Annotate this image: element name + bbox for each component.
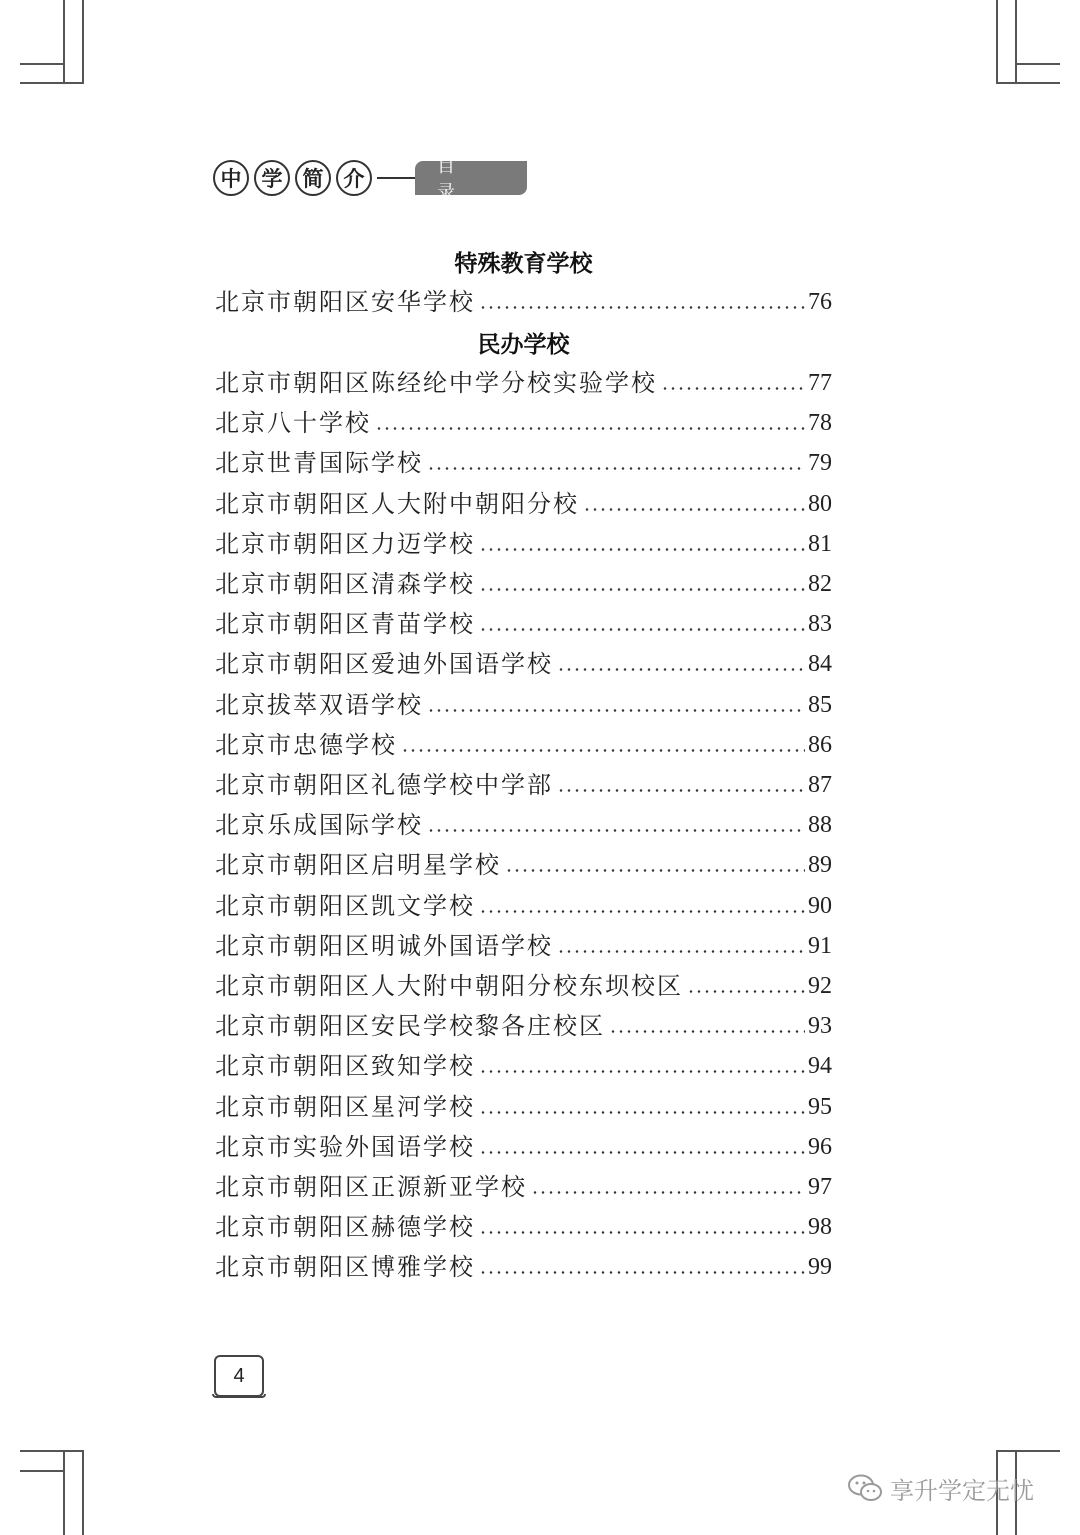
series-char: 学 (254, 160, 290, 196)
toc-entry-page: 93 (808, 1013, 832, 1040)
toc-entry-page: 98 (808, 1214, 832, 1241)
toc-entry[interactable] (215, 528, 832, 560)
toc-entry-page: 86 (808, 731, 832, 758)
dot-leader (661, 387, 805, 390)
toc-entry[interactable] (215, 849, 832, 881)
dot-leader (479, 1231, 805, 1234)
toc-entry[interactable] (215, 568, 832, 600)
contents-badge: 目 录 (415, 161, 527, 195)
toc-entry-title: 北京市朝阳区青苗学校 (215, 610, 475, 639)
toc-entry[interactable] (215, 648, 832, 680)
toc-entry-title: 北京市朝阳区赫德学校 (215, 1213, 475, 1242)
toc-entry-title: 北京市朝阳区博雅学校 (215, 1253, 475, 1282)
crop-mark-bottom-right-h (996, 1450, 1060, 1452)
toc-entry[interactable] (215, 1050, 832, 1082)
toc-entry[interactable] (215, 367, 832, 399)
toc-entry-page: 96 (808, 1133, 832, 1160)
toc-entry[interactable] (215, 970, 832, 1002)
toc-entry-title: 北京市朝阳区明诚外国语学校 (215, 931, 553, 960)
toc-entry-title: 北京乐成国际学校 (215, 811, 423, 840)
toc-entry[interactable] (215, 1251, 832, 1283)
toc-entry[interactable] (215, 689, 832, 721)
toc-entry-title: 北京市朝阳区星河学校 (215, 1092, 475, 1121)
toc-entry[interactable] (215, 1091, 832, 1123)
dot-leader (557, 950, 805, 953)
dot-leader (427, 829, 805, 832)
section-title: 特殊教育学校 (454, 251, 593, 277)
toc-entry-page: 97 (808, 1174, 832, 1200)
dot-leader (479, 1271, 805, 1274)
crop-mark-top-right-h2 (996, 82, 1060, 84)
dot-leader (479, 548, 805, 551)
dot-leader (479, 628, 805, 631)
crop-mark-bottom-left-v2 (82, 1450, 84, 1535)
crop-mark-bottom-left-h2 (20, 1470, 64, 1472)
toc-entry-page: 95 (808, 1093, 832, 1120)
dot-leader (557, 789, 805, 792)
toc-entry[interactable] (215, 488, 832, 520)
toc-entry[interactable] (215, 447, 832, 479)
toc-entry-title: 北京市忠德学校 (215, 730, 397, 759)
toc-entry-page: 85 (808, 691, 832, 718)
toc-entry-page: 79 (808, 450, 832, 477)
toc-entry[interactable] (215, 769, 832, 801)
toc-entry-title: 北京市朝阳区安华学校 (215, 288, 475, 316)
toc-entry[interactable] (215, 608, 832, 640)
toc-entry[interactable] (215, 890, 832, 922)
wechat-icon (848, 1474, 882, 1502)
crop-mark-top-left-h (20, 63, 64, 65)
series-char: 中 (213, 160, 249, 196)
dot-leader (479, 910, 805, 913)
toc-entry[interactable] (215, 1010, 832, 1042)
dot-leader (479, 1070, 805, 1073)
dot-leader (583, 508, 805, 511)
toc-entry-page: 83 (808, 611, 832, 638)
crop-mark-top-left-v (82, 0, 84, 84)
dot-leader (557, 668, 805, 671)
crop-mark-top-left-h2 (20, 82, 84, 84)
toc-entry-title: 北京市朝阳区致知学校 (215, 1052, 475, 1081)
book-header (213, 156, 527, 203)
toc-entry-page: 90 (808, 892, 832, 919)
toc-entry-title: 北京市朝阳区力迈学校 (215, 529, 475, 558)
toc-entry-title: 北京市朝阳区人大附中朝阳分校 (215, 489, 579, 518)
crop-mark-bottom-left-h (20, 1450, 84, 1452)
toc-entry-title: 北京市朝阳区凯文学校 (215, 891, 475, 920)
toc-entry-page: 76 (808, 289, 832, 315)
toc-entry-title: 北京市朝阳区清森学校 (215, 570, 475, 598)
toc-entry-title: 北京市朝阳区陈经纶中学分校实验学校 (215, 369, 657, 397)
toc-entry-title: 北京市朝阳区爱迪外国语学校 (215, 650, 553, 679)
page-number: 4 (214, 1355, 264, 1397)
toc-entry-title: 北京市朝阳区启明星学校 (215, 851, 501, 880)
dot-leader (479, 1111, 805, 1114)
toc-entry[interactable] (215, 809, 832, 841)
dot-leader (479, 588, 805, 591)
dot-leader (609, 1030, 805, 1033)
crop-mark-top-left-v2 (63, 0, 65, 84)
dot-leader (375, 427, 805, 430)
dot-leader (479, 1151, 805, 1154)
toc-entry-title: 北京拔萃双语学校 (215, 690, 423, 719)
crop-mark-bottom-left-v (63, 1450, 65, 1535)
watermark (848, 1470, 1034, 1506)
toc-entry-title: 北京市朝阳区正源新亚学校 (215, 1173, 527, 1201)
toc-entry-title: 北京市朝阳区礼德学校中学部 (215, 771, 553, 799)
dot-leader (687, 990, 805, 993)
toc-entry-page: 77 (808, 370, 832, 396)
toc-entry[interactable] (215, 1211, 832, 1243)
toc-entry[interactable] (215, 1131, 832, 1163)
toc-entry-page: 81 (808, 530, 832, 557)
crop-mark-top-right-v2 (1015, 0, 1017, 84)
toc-entry-page: 94 (808, 1053, 832, 1080)
page-number-book-base (212, 1394, 266, 1398)
section-title: 民办学校 (477, 332, 570, 358)
toc-entry[interactable] (215, 286, 832, 318)
dot-leader (427, 467, 805, 470)
toc-entry[interactable] (215, 407, 832, 439)
dot-leader (427, 709, 805, 712)
toc-entry-page: 89 (808, 852, 832, 879)
series-char: 简 (295, 160, 331, 196)
series-char: 介 (336, 160, 372, 196)
toc-entry-page: 84 (808, 651, 832, 678)
header-rule (377, 177, 415, 179)
dot-leader (531, 1191, 805, 1194)
toc-entry[interactable] (215, 1171, 832, 1203)
toc-entry-page: 91 (808, 932, 832, 959)
toc-entry-title: 北京市朝阳区人大附中朝阳分校东坝校区 (215, 972, 683, 1000)
toc-entry-title: 北京市实验外国语学校 (215, 1132, 475, 1161)
toc-entry-title: 北京市朝阳区安民学校黎各庄校区 (215, 1012, 605, 1041)
dot-leader (479, 306, 805, 309)
toc-entry-page: 99 (808, 1254, 832, 1281)
toc-entry[interactable] (215, 930, 832, 962)
toc-entry-page: 92 (808, 973, 832, 999)
toc-entry-page: 78 (808, 410, 832, 437)
toc-entry-page: 80 (808, 490, 832, 517)
toc-entry-title: 北京八十学校 (215, 409, 371, 438)
toc-entry[interactable] (215, 729, 832, 761)
toc-entry-page: 82 (808, 571, 832, 597)
watermark-text: 享升学定无忧 (890, 1476, 1034, 1505)
toc-entry-title: 北京世青国际学校 (215, 449, 423, 478)
toc-entry-page: 88 (808, 812, 832, 839)
dot-leader (401, 749, 805, 752)
crop-mark-top-right-h (1015, 63, 1060, 65)
toc-entry-page: 87 (808, 772, 832, 798)
dot-leader (505, 869, 805, 872)
crop-mark-top-right-v (996, 0, 998, 84)
